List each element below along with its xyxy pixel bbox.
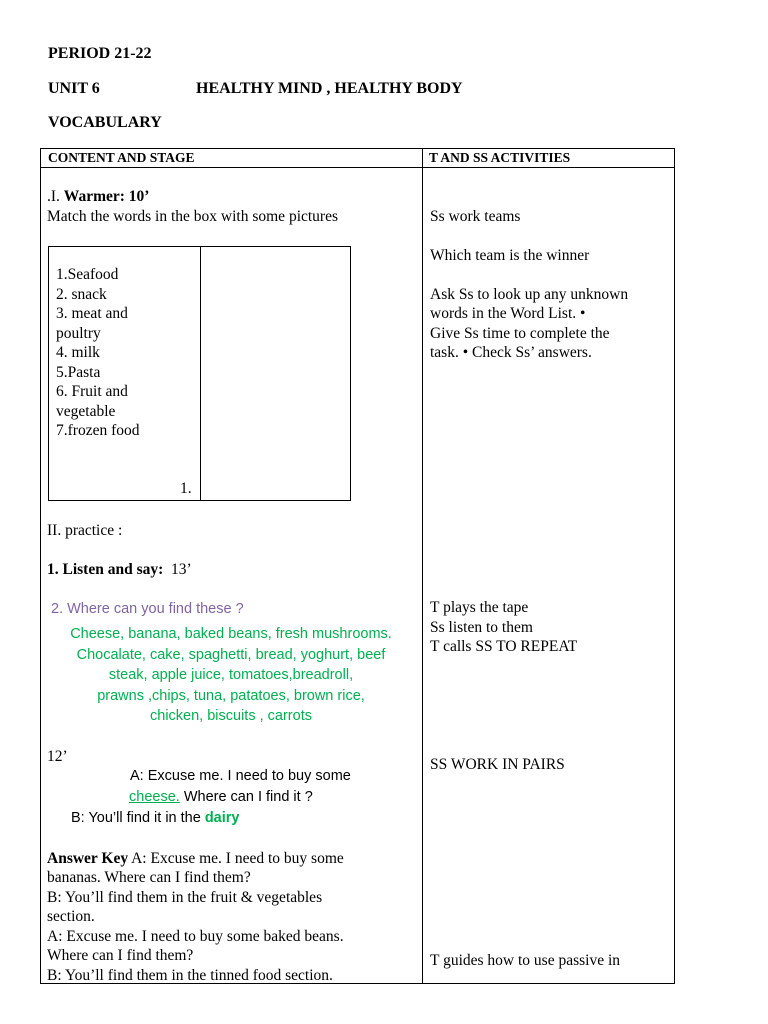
word-item: 4. milk	[56, 344, 100, 361]
food-line: prawns ,chips, tuna, patatoes, brown rice,	[97, 687, 365, 704]
dialog-where: Where can I find it ?	[179, 789, 313, 805]
word-item: 7.frozen food	[56, 422, 140, 439]
passive-line: T guides how to use passive in	[430, 952, 621, 969]
team-winner: Which team is the winner	[430, 247, 590, 264]
activity-line: words in the Word List. •	[430, 305, 586, 322]
tape-line: T calls SS TO REPEAT	[430, 638, 578, 655]
word-box-divider	[200, 247, 201, 500]
dialog-cheese: cheese.	[129, 789, 180, 805]
activity-line: Give Ss time to complete the	[430, 325, 610, 342]
dialog-b-line	[71, 809, 240, 829]
food-list	[41, 624, 421, 727]
warmer-label: Warmer: 10’	[63, 188, 150, 205]
answer-key-line	[47, 849, 344, 869]
food-line: Chocalate, cake, spaghetti, bread, yoghurt, beef	[76, 646, 386, 663]
food-line: Cheese, banana, baked beans, fresh mushrooms.	[70, 626, 392, 642]
dialog-b-prefix: B: You’ll find it in the	[71, 810, 205, 826]
word-item: 6. Fruit and	[56, 383, 128, 400]
unit-title: HEALTHY MIND , HEALTHY BODY	[196, 80, 463, 97]
warmer-line	[47, 187, 149, 207]
picture-number: 1.	[180, 480, 192, 497]
warmer-prefix: .I.	[47, 188, 64, 205]
pairs-line: SS WORK IN PAIRS	[430, 756, 565, 773]
answer-line: A: Excuse me. I need to buy some baked beans.	[47, 928, 344, 945]
activity-line: task. • Check Ss’ answers.	[430, 344, 592, 361]
word-item: 3. meat and	[56, 305, 128, 322]
word-item: 5.Pasta	[56, 364, 101, 381]
answer-line: A: Excuse me. I need to buy some	[128, 850, 344, 867]
col-header-activities: T AND SS ACTIVITIES	[429, 150, 571, 165]
word-item: 2. snack	[56, 286, 107, 303]
word-item: vegetable	[56, 403, 116, 420]
answer-line: B: You’ll find them in the fruit & vegetables	[47, 889, 323, 906]
dialog-cheese-line	[129, 788, 313, 808]
listen-line	[47, 560, 192, 580]
practice-heading: II. practice :	[47, 522, 123, 539]
where-title: 2. Where can you find these ?	[51, 601, 244, 617]
unit-label: UNIT 6	[48, 80, 100, 97]
answer-line: section.	[47, 908, 95, 925]
word-item: 1.Seafood	[56, 266, 119, 283]
dialog-a-line: A: Excuse me. I need to buy some	[130, 768, 351, 784]
header-divider	[41, 167, 674, 168]
section-heading: VOCABULARY	[48, 114, 162, 131]
listen-time: 13’	[171, 561, 192, 578]
answer-key-label: Answer Key	[47, 850, 129, 867]
lesson-table	[40, 148, 675, 984]
activity-line: Ask Ss to look up any unknown	[430, 286, 629, 303]
time-12: 12’	[47, 748, 68, 765]
answer-line: bananas. Where can I find them?	[47, 869, 251, 886]
tape-line: T plays the tape	[430, 599, 529, 616]
answer-line: Where can I find them?	[47, 947, 194, 964]
food-line: steak, apple juice, tomatoes,breadroll,	[108, 667, 354, 683]
column-divider	[422, 149, 423, 983]
answer-line: B: You’ll find them in the tinned food section.	[47, 967, 333, 984]
listen-label: 1. Listen and say:	[47, 561, 164, 578]
col-header-content: CONTENT AND STAGE	[48, 150, 195, 165]
dialog-dairy: dairy	[204, 810, 240, 826]
period-heading: PERIOD 21-22	[48, 45, 152, 62]
tape-line: Ss listen to them	[430, 619, 533, 636]
word-item: poultry	[56, 325, 101, 342]
work-teams: Ss work teams	[430, 208, 521, 225]
warmer-instruction: Match the words in the box with some pictures	[47, 208, 339, 225]
food-line: chicken, biscuits , carrots	[150, 708, 312, 724]
word-box	[48, 246, 351, 501]
